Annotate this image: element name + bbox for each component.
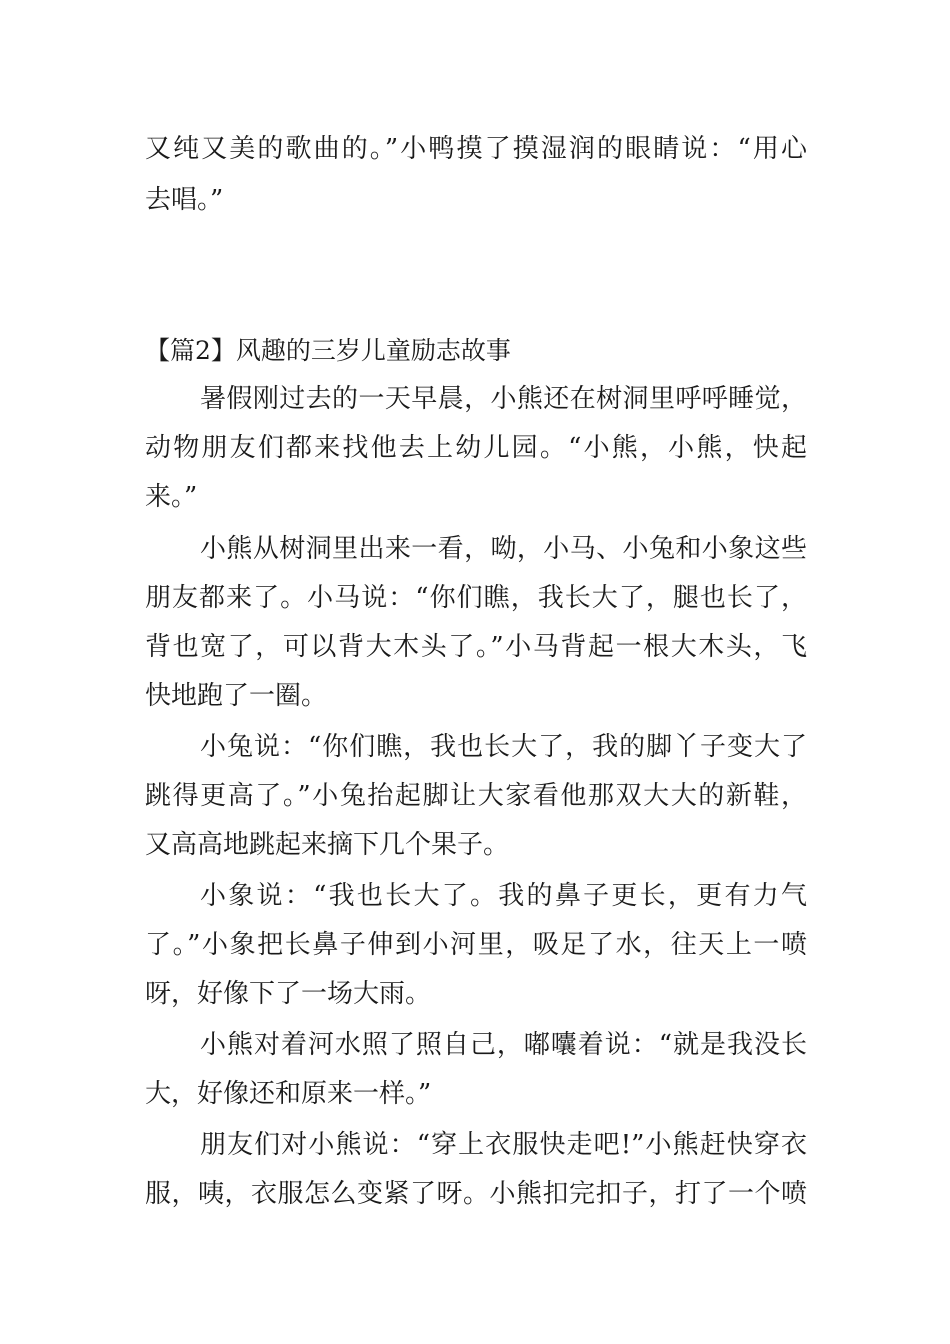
section-heading: 【篇2】风趣的三岁儿童励志故事 — [145, 336, 511, 365]
text-line: 小熊从树洞里出来一看，呦，小马、小兔和小象这些 — [200, 534, 807, 564]
text-line: 了。”小象把长鼻子伸到小河里，吸足了水，往天上一喷 — [145, 930, 807, 960]
text-line: 快地跑了一圈。 — [145, 681, 328, 711]
text-line: 呀，好像下了一场大雨。 — [145, 979, 432, 1009]
text-line: 去唱。” — [145, 185, 224, 215]
text-line: 服，咦，衣服怎么变紧了呀。小熊扣完扣子，打了一个喷 — [145, 1179, 807, 1209]
text-line: 动物朋友们都来找他去上幼儿园。“小熊，小熊，快起 — [145, 433, 807, 463]
text-line: 朋友们对小熊说：“穿上衣服快走吧!”小熊赶快穿衣 — [200, 1130, 807, 1160]
text-line: 小兔说：“你们瞧，我也长大了，我的脚丫子变大了 — [200, 732, 807, 762]
text-line: 小象说：“我也长大了。我的鼻子更长，更有力气 — [200, 881, 807, 911]
text-line: 朋友都来了。小马说：“你们瞧，我长大了，腿也长了， — [145, 583, 807, 613]
text-line: 背也宽了，可以背大木头了。”小马背起一根大木头，飞 — [145, 632, 807, 662]
text-line: 暑假刚过去的一天早晨，小熊还在树洞里呼呼睡觉， — [200, 384, 807, 414]
text-line: 大，好像还和原来一样。” — [145, 1079, 432, 1109]
text-line: 又纯又美的歌曲的。”小鸭摸了摸湿润的眼睛说：“用心 — [145, 134, 807, 164]
text-line: 来。” — [145, 482, 198, 512]
text-line: 小熊对着河水照了照自己，嘟囔着说：“就是我没长 — [200, 1030, 807, 1060]
text-line: 跳得更高了。”小兔抬起脚让大家看他那双大大的新鞋， — [145, 781, 807, 811]
text-line: 又高高地跳起来摘下几个果子。 — [145, 830, 510, 860]
